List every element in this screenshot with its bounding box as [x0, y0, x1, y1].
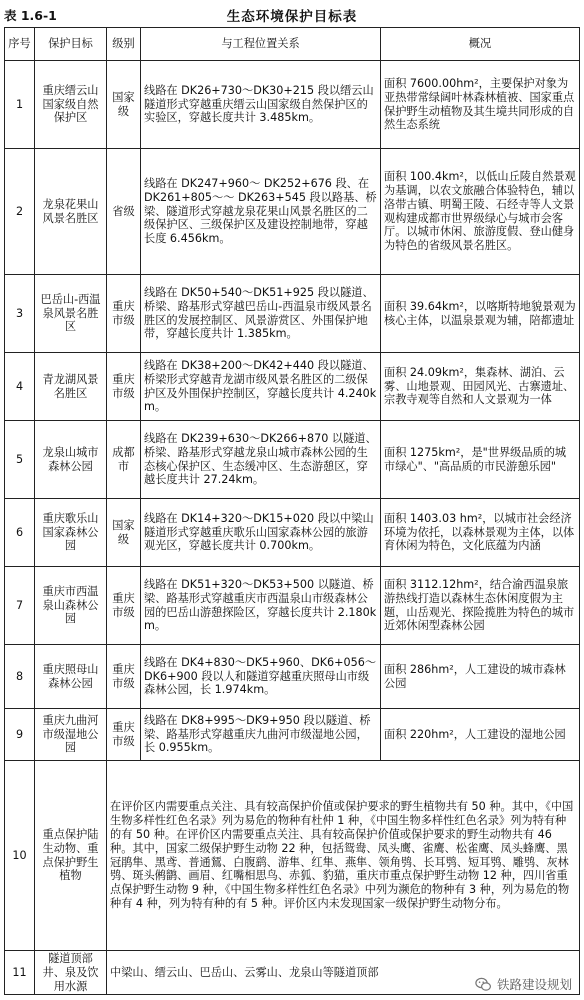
- row-idx: 11: [5, 951, 35, 995]
- row-level: 国家级: [107, 61, 141, 149]
- row-relation: 线路在 DK26+730～DK30+215 段以缙云山隧道形式穿越重庆缙云山国家级自然保护区的实验区，穿越长度共计 3.485km。: [141, 61, 381, 149]
- row-name: 龙泉花果山风景名胜区: [35, 149, 107, 275]
- row-overview: 面积 7600.00hm²，主要保护对象为亚热带常绿阔叶林森林植被、国家重点保护野生动植物及其生境共同形成的自然生态系统: [381, 61, 580, 149]
- row-relation: 线路在 DK51+320～DK53+500 以隧道、桥梁、路基形式穿越重庆市西温泉山市级森林公园的巴岳山游憩探险区，穿越长度共计 2.180km。: [141, 567, 381, 645]
- row-level: 省级: [107, 149, 141, 275]
- row-name: 隧道顶部井、泉及饮用水源: [35, 951, 107, 995]
- watermark-text: 铁路建设规划: [496, 977, 572, 992]
- table-header-row: [0, 0, 584, 28]
- table-row: [5, 567, 580, 645]
- row-name: 重庆缙云山国家级自然保护区: [35, 61, 107, 149]
- row-name: 重庆照母山森林公园: [35, 645, 107, 709]
- row-idx: 3: [5, 275, 35, 353]
- row-level: 重庆市级: [107, 709, 141, 761]
- row-level: 重庆市级: [107, 353, 141, 421]
- table-number: 表 1.6-1: [4, 8, 57, 23]
- row-idx: 9: [5, 709, 35, 761]
- header-name: 保护目标: [35, 28, 107, 61]
- row-overview: 面积 3112.12hm²，结合渝西温泉旅游热线打造以森林生态休闲度假为主题，山岳观光、探险揽胜为特色的城市近郊休闲型森林公园: [381, 567, 580, 645]
- row-overview: 面积 1403.03 hm²，以城市社会经济环境为依托，以森林景观为主体，以体育休闲为特色，文化底蕴为内涵: [381, 499, 580, 567]
- table-row: [5, 353, 580, 421]
- table-row: [5, 645, 580, 709]
- row-level: 重庆市级: [107, 275, 141, 353]
- table-title: 生态环境保护目标表: [226, 9, 358, 25]
- header-overview: 概况: [381, 28, 580, 61]
- row-overview: 面积 286hm²，人工建设的城市森林公园: [381, 645, 580, 709]
- row-relation: 线路在 DK239+630～DK266+870 以隧道、桥梁、路基形式穿越龙泉山城市森林公园的生态核心保护区、生态缓冲区、生态游憩区，穿越长度共计 27.24km。: [141, 421, 381, 499]
- row-merged-description: 在评价区内需要重点关注、具有较高保护价值或保护要求的野生植物共有 50 种。其中，《中国生物多样性红色名录》列为易危的物种有杜仲 1 种，《中国生物多样性红色名录》列为特有种的有 50 种。在评价区内需要重点关注、具有较高保护价值或保护要求的野生动物共有 46 种。其中，国家二级保护野生动物 22 种，包括鸳鸯、凤头鹰、雀鹰、松雀鹰、凤头蜂鹰、黑冠鹃隼、黑鸢、普通鵟、白腹鹞、游隼、红隼、燕隼、领角鸮、长耳鸮、短耳鸮、雕鸮、灰林鸮、斑头鸺鹠、画眉、红嘴相思鸟、赤狐、豹猫，重庆市重点保护野生动物 12 种，四川省重点保护野生动物 9 种，《中国生物多样性红色名录》中列为濒危的物种有 3 种，列为易危的物种有 4 种，列为特有种的有 5 种。评价区内未发现国家一级保护野生动物分布。: [107, 761, 580, 951]
- table-row: [5, 61, 580, 149]
- row-idx: 4: [5, 353, 35, 421]
- row-level: 重庆市级: [107, 645, 141, 709]
- row-overview: 面积 100.4km²，以低山丘陵自然景观为基调，以农文旅融合体验特色，辅以洛带古镇、明蜀王陵、石经寺等人文景观构建成都市世界级绿心与城市会客厅。以城市休闲、旅游度假、登山健身为特色的省级风景名胜区。: [381, 149, 580, 275]
- row-overview: 面积 39.64km²，以喀斯特地貌景观为核心主体，以温泉景观为辅，陪都遗址: [381, 275, 580, 353]
- table-row: [5, 761, 580, 951]
- row-idx: 5: [5, 421, 35, 499]
- row-name: 重庆九曲河市级湿地公园: [35, 709, 107, 761]
- table-row: [5, 421, 580, 499]
- row-idx: 10: [5, 761, 35, 951]
- table-row: [5, 499, 580, 567]
- row-level: 重庆市级: [107, 567, 141, 645]
- header-level: 级别: [107, 28, 141, 61]
- ecological-protection-table: [4, 27, 580, 995]
- row-relation: 线路在 DK247+960～ DK252+676 段、在 DK261+805～～ DK263+545 段以路基、桥梁、隧道形式穿越龙泉花果山风景名胜区的二级保护区、三级保护区及建设控制地带，穿越长度 6.456km。: [141, 149, 381, 275]
- row-overview: 面积 24.09km²，集森林、湖泊、云雾、山地景观、田园风光、古寨遗址、宗教寺观等自然和人文景观为一体: [381, 353, 580, 421]
- watermark: [475, 973, 572, 995]
- header-relation: 与工程位置关系: [141, 28, 381, 61]
- row-name: 重庆市西温泉山森林公园: [35, 567, 107, 645]
- row-relation: 线路在 DK14+320～DK15+020 段以中梁山隧道形式穿越重庆歌乐山国家森林公园的旅游观光区，穿越长度共计 0.700km。: [141, 499, 381, 567]
- row-overview: 面积 1275km²，是"世界级品质的城市绿心"、"高品质的市民游憩乐园": [381, 421, 580, 499]
- row-relation: 线路在 DK38+200～DK42+440 段以隧道、桥梁形式穿越青龙湖市级风景名胜区的二级保护区及外围保护控制区，穿越长度共计 4.240km。: [141, 353, 381, 421]
- row-level: 国家级: [107, 499, 141, 567]
- row-idx: 8: [5, 645, 35, 709]
- table-row: [5, 709, 580, 761]
- row-relation: 线路在 DK8+995～DK9+950 段以隧道、桥梁、路基形式穿越重庆九曲河市级湿地公园，长 0.955km。: [141, 709, 381, 761]
- row-level: 成都市: [107, 421, 141, 499]
- row-merged-description: 中梁山、缙云山、巴岳山、云雾山、龙泉山等隧道顶部: [107, 951, 580, 995]
- row-name: 重庆歌乐山国家森林公园: [35, 499, 107, 567]
- row-relation: 线路在 DK4+830～DK5+960、DK6+056～DK6+900 段以人和隧道穿越重庆照母山市级森林公园，长 1.974km。: [141, 645, 381, 709]
- row-idx: 2: [5, 149, 35, 275]
- row-idx: 1: [5, 61, 35, 149]
- row-overview: 面积 220hm²，人工建设的湿地公园: [381, 709, 580, 761]
- table-row: [5, 149, 580, 275]
- row-name: 巴岳山-西温泉风景名胜区: [35, 275, 107, 353]
- header-row: [5, 28, 580, 61]
- row-idx: 7: [5, 567, 35, 645]
- row-name: 重点保护陆生动物、重点保护野生植物: [35, 761, 107, 951]
- row-name: 龙泉山城市森林公园: [35, 421, 107, 499]
- row-name: 青龙湖风景名胜区: [35, 353, 107, 421]
- wechat-icon: [475, 976, 492, 993]
- row-idx: 6: [5, 499, 35, 567]
- row-relation: 线路在 DK50+540～DK51+925 段以隧道、桥梁、路基形式穿越巴岳山-西温泉市级风景名胜区的发展控制区、风景游赏区、外围保护地带，穿越长度共计 1.385km。: [141, 275, 381, 353]
- header-idx: 序号: [5, 28, 35, 61]
- table-row: [5, 275, 580, 353]
